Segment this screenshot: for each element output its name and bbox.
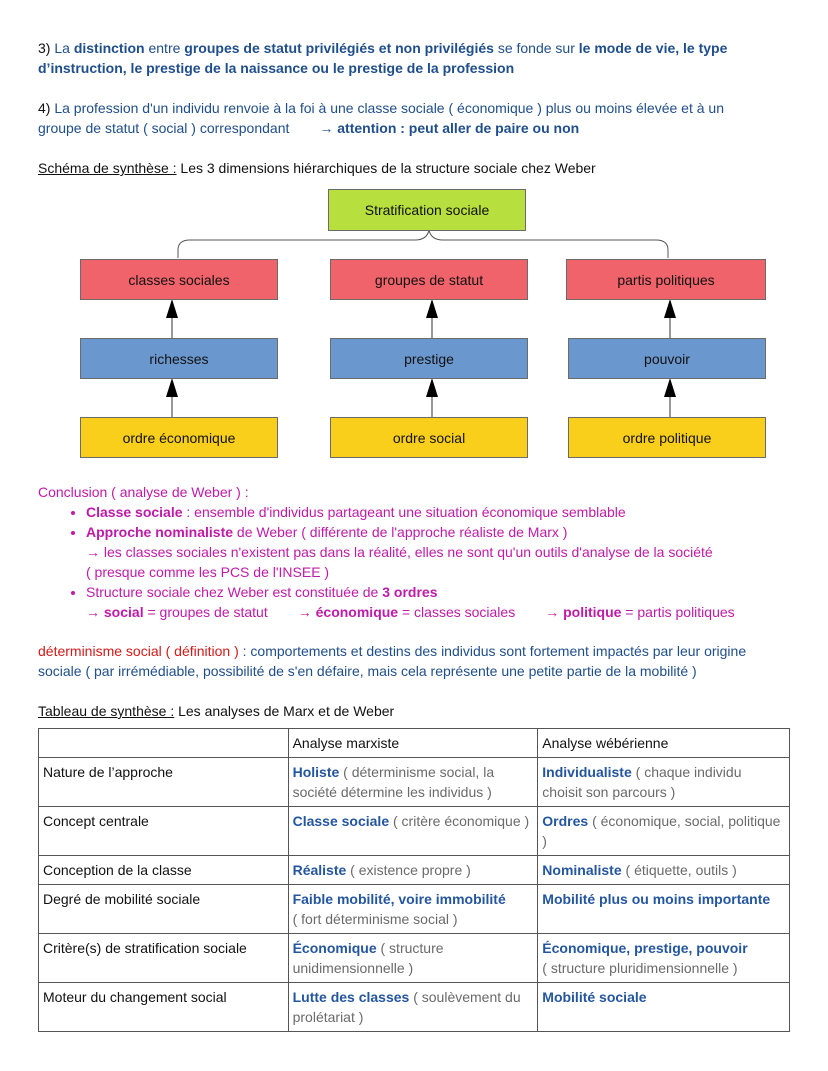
determinisme-paragraph: déterminisme social ( définition ) : comportements et destins des individus sont fortement impactés par leur origine sociale ( par irrémédiable, possibilité de s'en défaire, mais cela représente une petite partie de la mobilité ) [38, 643, 747, 679]
header-weber: Analyse wébérienne [538, 729, 790, 758]
conclusion-item: • Approche nominaliste de Weber ( différente de l'approche réaliste de Marx ) → les classes sociales n'existent pas dans la réalité, elles ne sont qu'un outils d'analyse de la société ( presque comme les PCS de l'INSEE ) [86, 522, 806, 582]
conclusion-item: • Classe sociale : ensemble d'individus partageant une situation économique semblable [86, 502, 806, 522]
table-row: Critère(s) de stratification sociale Économique ( structure unidimensionnelle ) Économique, prestige, pouvoir ( structure pluridimensionnelle ) [39, 934, 790, 983]
table-header-row [39, 729, 790, 758]
arrow-social: → social = groupes de statut [86, 604, 268, 620]
table-row: Degré de mobilité sociale Faible mobilité, voire immobilité ( fort déterminisme social ) Mobilité plus ou moins importante [39, 885, 790, 934]
stratification-box: Stratification sociale [328, 189, 526, 231]
paragraph-4: 4) La profession d'un individu renvoie à la foi à une classe sociale ( économique ) plus ou moins élevée et à un groupe de statut ( social ) correspondant → attention : peut aller de paire ou non [38, 100, 724, 136]
ordre-economique-box: ordre économique [80, 417, 278, 458]
table-row: Conception de la classe Réaliste ( existence propre ) Nominaliste ( étiquette, outils ) [39, 856, 790, 885]
ordre-social-box: ordre social [330, 417, 528, 458]
header-marx: Analyse marxiste [288, 729, 538, 758]
p4-number: 4) [38, 100, 55, 116]
ordre-politique-box: ordre politique [568, 417, 766, 458]
conclusion-item: • Structure sociale chez Weber est constituée de 3 ordres → social = groupes de statut → économique = classes sociales → politique = partis politiques [86, 582, 806, 622]
partis-politiques-box: partis politiques [566, 259, 766, 300]
schema-diagram-lines [0, 0, 828, 470]
arrow-politique: → politique = partis politiques [545, 604, 735, 620]
table-row: Nature de l’approche Holiste ( déterminisme social, la société détermine les individus ) Individualiste ( chaque individu choisit son parcours ) [39, 758, 790, 807]
paragraph-3: 3) La distinction entre groupes de statut privilégiés et non privilégiés se fonde sur le mode de vie, le type d’instruction, le prestige de la naissance ou le prestige de la profession [38, 40, 728, 76]
conclusion-heading: Conclusion ( analyse de Weber ) : [38, 484, 249, 500]
richesses-box: richesses [80, 338, 278, 379]
groupes-statut-box: groupes de statut [330, 259, 528, 300]
prestige-box: prestige [330, 338, 528, 379]
pouvoir-box: pouvoir [568, 338, 766, 379]
arrow-economique: → économique = classes sociales [297, 604, 516, 620]
tableau-title: Tableau de synthèse : Les analyses de Marx et de Weber [38, 703, 395, 719]
conclusion-list [64, 502, 806, 622]
schema-title: Schéma de synthèse : Les 3 dimensions hiérarchiques de la structure sociale chez Weber [38, 160, 596, 176]
classes-sociales-box: classes sociales [80, 259, 278, 300]
synthesis-table [38, 728, 790, 1032]
table-row: Moteur du changement social Lutte des classes ( soulèvement du prolétariat ) Mobilité sociale [39, 983, 790, 1032]
table-row: Concept centrale Classe sociale ( critère économique ) Ordres ( économique, social, politique ) [39, 807, 790, 856]
p3-number: 3) [38, 40, 55, 56]
